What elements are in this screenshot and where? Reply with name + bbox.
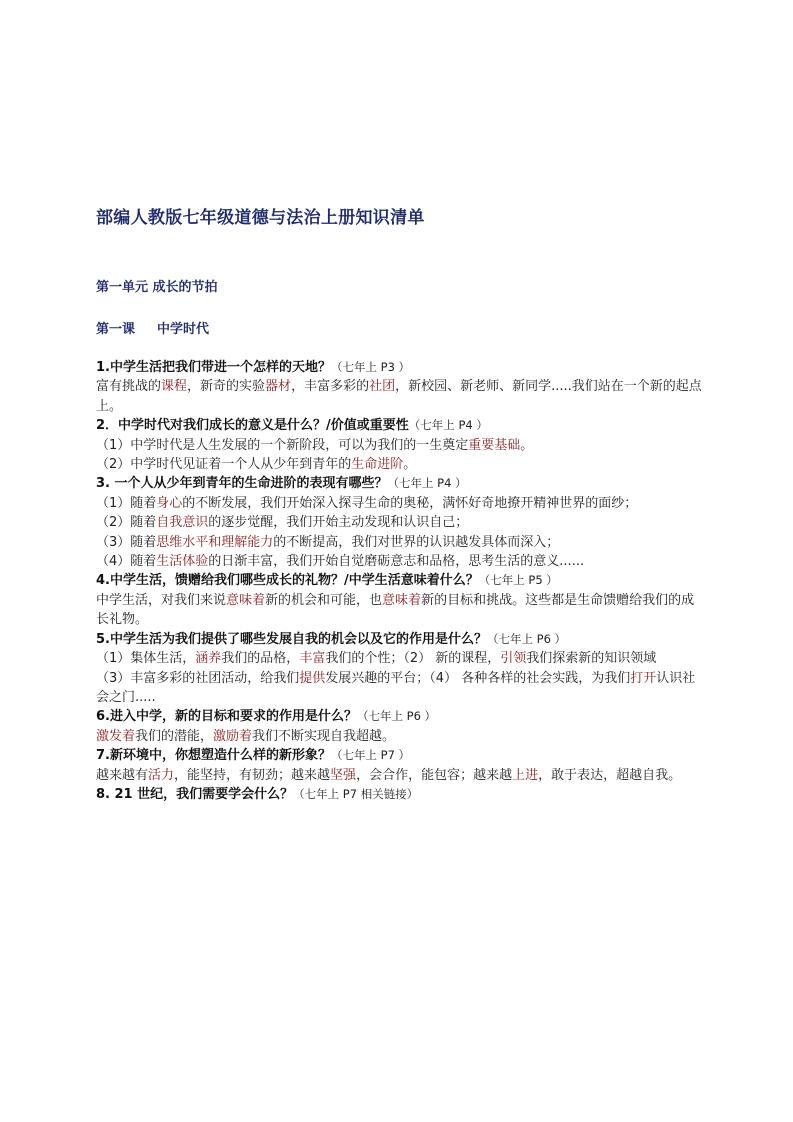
- question-text: 8. 21 世纪，我们需要学会什么？: [96, 786, 294, 802]
- answer-text: ，新校园、新老师、新同学.....我们站在一个新的起点上。: [96, 379, 702, 414]
- key-term: 激发着: [96, 728, 136, 744]
- question-source: （七年上 P3 ）: [330, 360, 411, 374]
- answer-text: 。: [403, 457, 417, 473]
- answer-5-points-1-2: [96, 649, 704, 668]
- question-source: （七年上 P7 ）: [330, 748, 411, 763]
- key-term: 思维水平和理解能力: [156, 534, 274, 550]
- answer-text: ，能坚持，有韧劲；越来越: [174, 767, 331, 783]
- answer-text: 的日渐丰富，我们开始自觉磨砺意志和品格，思考生活的意义......: [208, 554, 585, 570]
- key-term: 活力: [148, 767, 175, 783]
- key-term: 生命进阶: [351, 457, 404, 473]
- answer-text: ，新奇的实验: [187, 379, 266, 395]
- question-1: [96, 358, 704, 377]
- question-text: 6.进入中学，新的目标和要求的作用是什么？: [96, 709, 357, 725]
- answer-text: （2）中学时代见证着一个人从少年到青年的: [96, 457, 352, 473]
- answer-text: ，敢于表达，超越自我。: [538, 767, 682, 783]
- answer-3-point-2: [96, 513, 704, 532]
- key-term: 重要基础: [468, 437, 521, 453]
- answer-5-points-3-4: [96, 669, 704, 708]
- key-term: 身心: [156, 495, 183, 511]
- key-term: 上进: [512, 767, 539, 783]
- answer-text: 的逐步觉醒，我们开始主动发现和认识自己；: [208, 515, 469, 531]
- key-term: 生活体验: [156, 554, 209, 570]
- key-term: 激励着: [213, 728, 253, 744]
- question-source: （七年上 P6 ）: [486, 631, 567, 646]
- question-7: [96, 746, 704, 765]
- answer-text: （1）集体生活，: [96, 651, 196, 667]
- question-text: 4.中学生活，馈赠给我们哪些成长的礼物？/中学生活意味着什么？: [96, 573, 479, 589]
- question-source: （七年上 P7 相关链接）: [293, 786, 419, 801]
- answer-text: 我们不断实现自我超越。: [252, 728, 396, 744]
- question-text: 7.新环境中，你想塑造什么样的新形象？: [96, 748, 331, 764]
- answer-2-point-2: [96, 455, 704, 474]
- answer-text: 我们的潜能，: [135, 728, 214, 744]
- question-3: [96, 474, 704, 493]
- answer-text: 的不断提高，我们对世界的认识越发具体而深入；: [273, 534, 560, 550]
- key-term: 社团: [369, 379, 396, 395]
- answer-text: （2）随着: [96, 515, 157, 531]
- answer-1: [96, 377, 704, 416]
- question-text: 5.中学生活为我们提供了哪些发展自我的机会以及它的作用是什么？: [96, 631, 487, 647]
- question-8: [96, 785, 704, 804]
- question-source: （七年上 P5 ）: [478, 573, 558, 588]
- answer-text: 的不断发展，我们开始深入探寻生命的奥秘，满怀好奇地撩开精神世界的面纱；: [182, 495, 638, 511]
- question-list: [96, 358, 704, 804]
- question-source: （七年上 P4 ）: [408, 418, 488, 433]
- answer-4: [96, 591, 704, 630]
- answer-text: （1）随着: [96, 495, 157, 511]
- answer-text: （4）随着: [96, 554, 157, 570]
- answer-text: ，会合作，能包容；越来越: [356, 767, 513, 783]
- answer-text: ，丰富多彩的: [291, 379, 370, 395]
- question-5: [96, 630, 704, 649]
- key-term: 课程: [161, 379, 188, 395]
- answer-text: （1）中学时代是人生发展的一个新阶段，可以为我们的一生奠定: [96, 437, 469, 453]
- key-term: 器材: [265, 379, 292, 395]
- answer-text: 我们的个性；（2） 新的课程，: [325, 651, 501, 667]
- answer-text: （3）丰富多彩的社团活动，给我们: [96, 670, 300, 686]
- key-term: 引领: [500, 651, 527, 667]
- question-6: [96, 707, 704, 726]
- unit-heading: 第一单元 成长的节拍: [96, 280, 218, 295]
- answer-3-point-3: [96, 533, 704, 552]
- question-text: 2．中学时代对我们成长的意义是什么？/价值或重要性: [96, 418, 409, 434]
- key-term: 坚强: [330, 767, 357, 783]
- document-title: 部编人教版七年级道德与法治上册知识清单: [96, 208, 425, 228]
- answer-text: 发展兴趣的平台；（4） 各种各样的社会实践，为我们: [325, 670, 631, 686]
- answer-text: （3）随着: [96, 534, 157, 550]
- answer-3-point-1: [96, 494, 704, 513]
- question-text: 3. 一个人从少年到青年的生命进阶的表现有哪些？: [96, 476, 388, 492]
- question-text: 1.中学生活把我们带进一个怎样的天地？: [96, 360, 331, 375]
- question-4: [96, 571, 704, 590]
- answer-text: 中学生活，对我们来说: [96, 592, 227, 608]
- answer-text: 我们探索新的知识领域: [526, 651, 657, 667]
- answer-text: 我们的品格，: [221, 651, 300, 667]
- answer-2-point-1: [96, 436, 704, 455]
- key-term: 丰富: [299, 651, 326, 667]
- answer-7: [96, 766, 704, 785]
- answer-text: 新的机会和可能，也: [265, 592, 383, 608]
- answer-text: 富有挑战的: [96, 379, 162, 395]
- answer-3-point-4: [96, 552, 704, 571]
- key-term: 意味着: [382, 592, 422, 608]
- answer-text: 越来越有: [96, 767, 149, 783]
- key-term: 意味着: [226, 592, 266, 608]
- question-source: （七年上 P4 ）: [387, 476, 467, 491]
- lesson-heading: [96, 318, 209, 337]
- question-source: （七年上 P6 ）: [356, 709, 437, 724]
- answer-6: [96, 727, 704, 746]
- answer-text: 。: [520, 437, 534, 453]
- key-term: 自我意识: [156, 515, 209, 531]
- key-term: 涵养: [195, 651, 222, 667]
- answer-text: 认识社会之门.....: [96, 670, 696, 705]
- key-term: 打开: [630, 670, 657, 686]
- lesson-name: 中学时代: [157, 322, 210, 337]
- question-2: [96, 416, 704, 435]
- answer-text: 新的目标和挑战。这些都是生命馈赠给我们的成长礼物。: [96, 592, 695, 628]
- key-term: 提供: [299, 670, 326, 686]
- lesson-number: 第一课: [96, 322, 136, 337]
